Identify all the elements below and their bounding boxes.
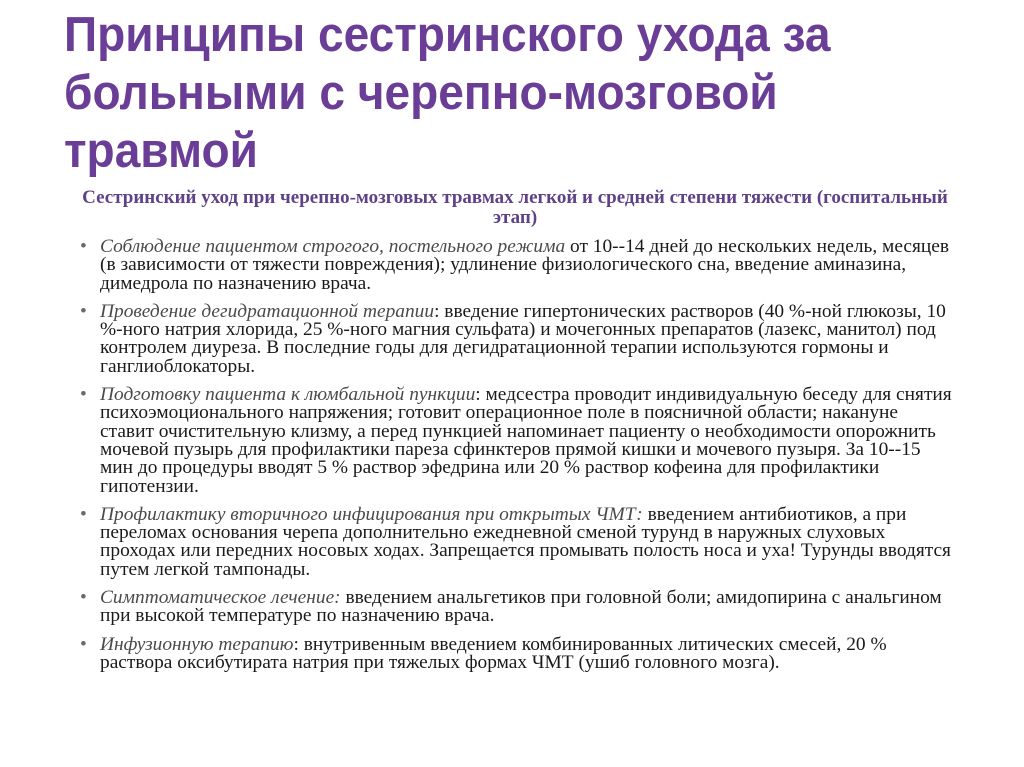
bullet-item xyxy=(74,503,954,580)
bullet-item xyxy=(74,386,954,496)
bullet-item xyxy=(74,633,954,673)
bullet-item-lead: Соблюдение пациентом строгого, постельного режима xyxy=(100,236,566,257)
bullet-icon: • xyxy=(80,633,87,655)
bullet-item-text: введением антибиотиков, а при переломах основания черепа дополнительно ежедневной сменой турунд в наружных слуховых проходах или передних носовых ходах. Запрещается промывать полость носа и уха! Турунды вводятся путем легкой тампонады. xyxy=(100,503,951,580)
bullet-icon: • xyxy=(80,236,87,257)
bullet-item xyxy=(74,589,954,626)
bullet-list xyxy=(74,238,954,682)
bullet-item-lead: Профилактику вторичного инфицирования при открытых ЧМТ: xyxy=(100,503,643,525)
bullet-item xyxy=(74,238,954,293)
slide-subtitle: Сестринский уход при черепно-мозговых травмах легкой и средней степени тяжести (госпитальный этап) xyxy=(82,187,948,228)
bullet-item-text: : внутривенным введением комбинированных литических смесей, 20 % раствора оксибутирата натрия при тяжелых формах ЧМТ (ушиб головного мозга). xyxy=(100,633,887,673)
bullet-item-text: : медсестра проводит индивидуальную беседу для снятия психоэмоционального напряжения; готовит операционное поле в поясничной области; накануне ставит очистительную клизму, а перед пункцией напоминает пациенту о необходимости опорожнить мочевой пузырь для профилактики пареза сфинктеров прямой кишки и мочевого пузыря. За 10--15 мин до процедуры вводят 5 % раствор эфедрина или 20 % раствор кофеина для профилактики гипотензии. xyxy=(100,384,952,497)
bullet-item-text: введением анальгетиков при головной боли; амидопирина с анальгином при высокой температуре по назначению врача. xyxy=(100,587,942,627)
bullet-item-lead: Инфузионную терапию xyxy=(100,633,294,655)
bullet-item-lead: Проведение дегидратационной терапии xyxy=(100,300,435,322)
bullet-item-text: от 10--14 дней до нескольких недель, месяцев (в зависимости от тяжести повреждения); удлинение физиологического сна, введение аминазина, димедрола по назначению врача. xyxy=(100,236,950,294)
bullet-icon: • xyxy=(80,300,87,322)
bullet-icon: • xyxy=(80,587,87,609)
bullet-item-lead: Подготовку пациента к люмбальной пункции xyxy=(100,384,476,406)
bullet-icon: • xyxy=(80,503,87,525)
bullet-icon: • xyxy=(80,384,87,406)
bullet-item xyxy=(74,300,954,377)
slide-title: Принципы сестринского ухода за больными с черепно-мозговой травмой xyxy=(64,8,831,178)
bullet-item-text: : введение гипертонических растворов (40 %-ной глюкозы, 10 %-ного натрия хлорида, 25 %-ного магния сульфата) и мочегонных препаратов (лазекс, манитол) под контролем диуреза. В последние годы для дегидратационной терапии используются гормоны и ганглиоблокаторы. xyxy=(100,300,946,377)
bullet-item-lead: Симптоматическое лечение: xyxy=(100,587,341,609)
